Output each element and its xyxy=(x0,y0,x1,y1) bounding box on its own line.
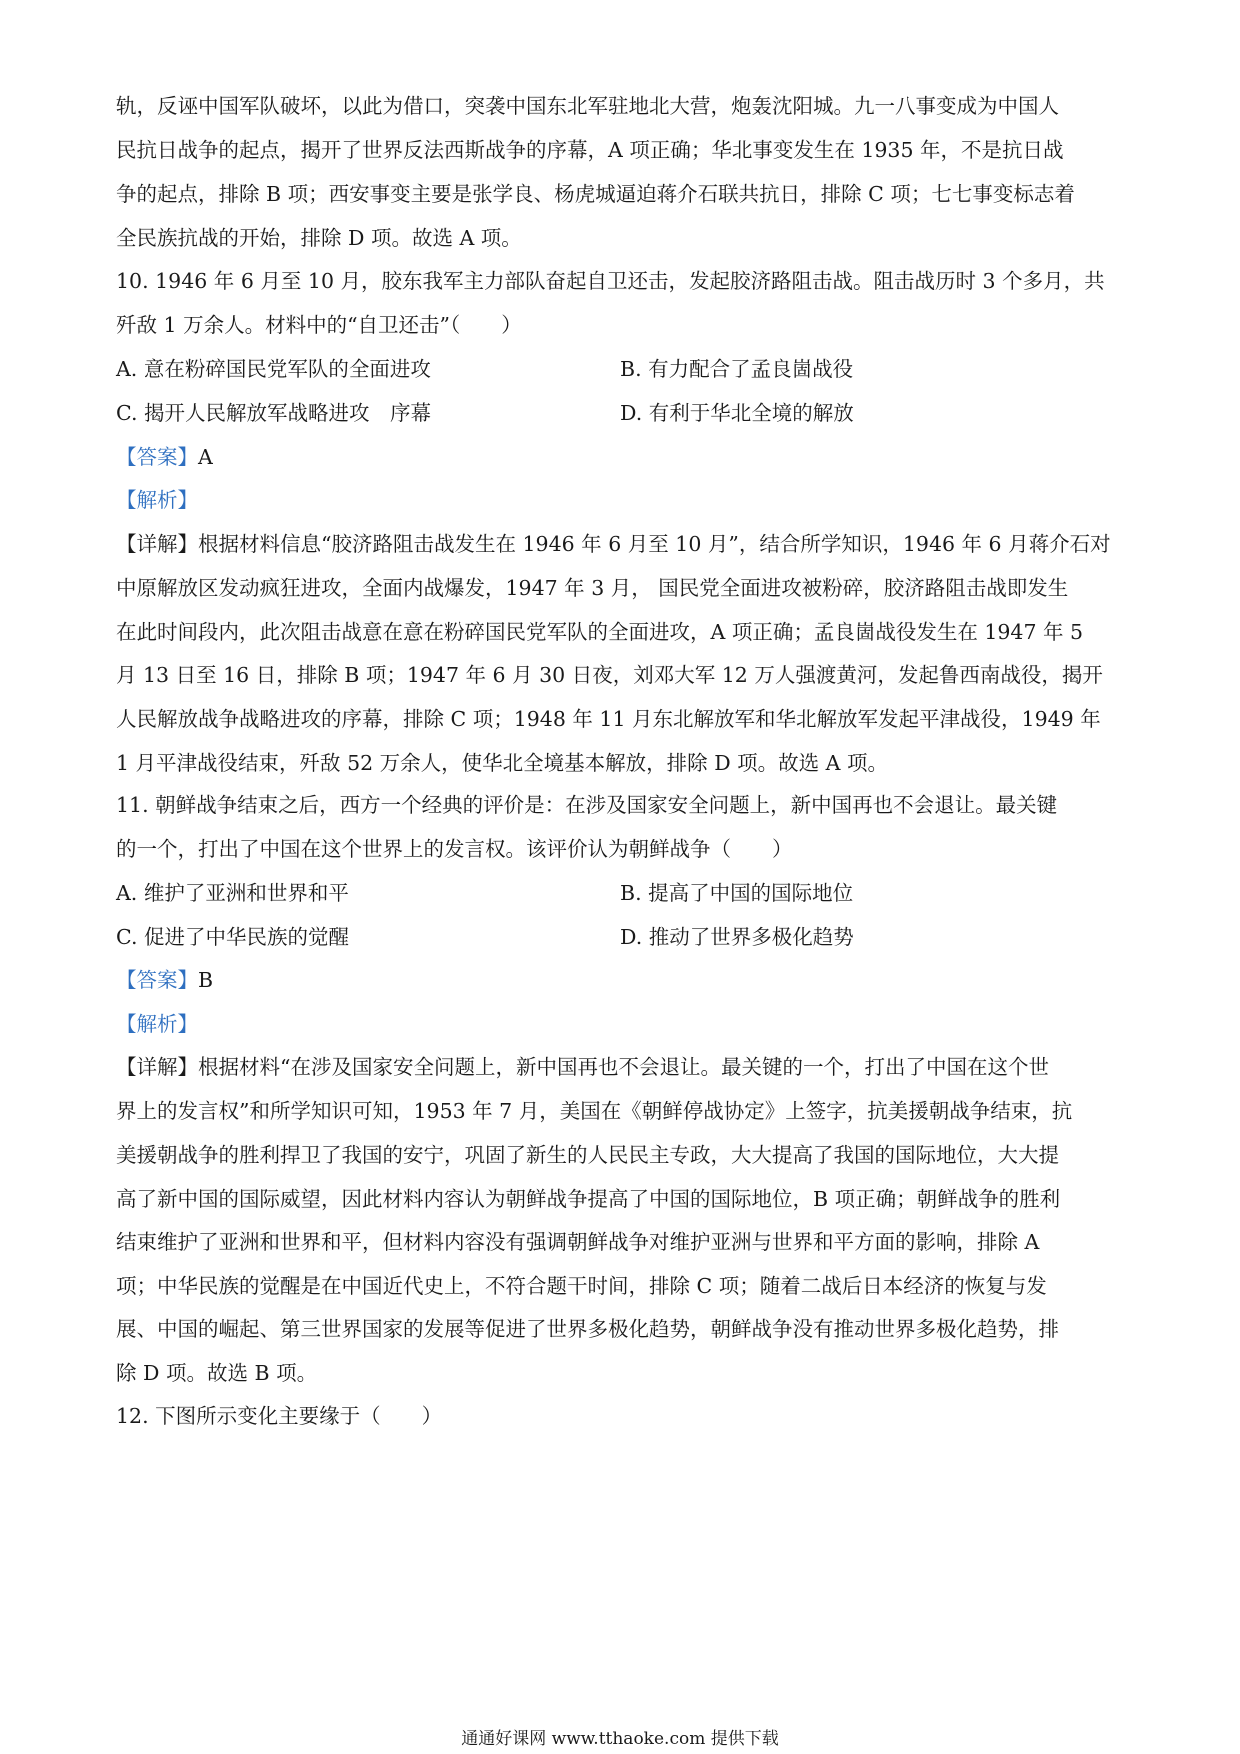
q9-analysis-line-2: 民抗日战争的起点，揭开了世界反法西斯战争的序幕，A 项正确；华北事变发生在 1935 年，不是抗日战 xyxy=(116,138,1064,162)
q10-option-c: C. 揭开人民解放军战略进攻 序幕 xyxy=(116,401,431,425)
q11-analysis-label xyxy=(116,1010,198,1038)
q9-analysis-line-4: 全民族抗战的开始，排除 D 项。故选 A 项。 xyxy=(116,226,522,250)
q11-answer-value: B xyxy=(198,968,214,992)
q11-option-c: C. 促进了中华民族的觉醒 xyxy=(116,925,349,949)
q10-analysis-tag: 【解析】 xyxy=(116,488,198,512)
q11-detail-label: 【详解】 xyxy=(116,1055,198,1079)
q11-option-b: B. 提高了中国的国际地位 xyxy=(620,881,854,905)
q11-detail-line-1 xyxy=(116,1053,1049,1081)
q10-detail-line-4: 月 13 日至 16 日，排除 B 项；1947 年 6 月 30 日夜，刘邓大军 12 万人强渡黄河，发起鲁西南战役，揭开 xyxy=(116,663,1103,687)
q12-stem: 12. 下图所示变化主要缘于（ ） xyxy=(116,1404,443,1428)
q10-detail-label: 【详解】 xyxy=(116,532,198,556)
q10-answer xyxy=(116,443,213,471)
q11-detail-line-7: 展、中国的崛起、第三世界国家的发展等促进了世界多极化趋势，朝鲜战争没有推动世界多极化趋势，排 xyxy=(116,1317,1059,1341)
q11-detail-line-4: 高了新中国的国际威望，因此材料内容认为朝鲜战争提高了中国的国际地位，B 项正确；朝鲜战争的胜利 xyxy=(116,1187,1061,1211)
q11-detail-line-2: 界上的发言权”和所学知识可知，1953 年 7 月，美国在《朝鲜停战协定》上签字，抗美援朝战争结束，抗 xyxy=(116,1099,1073,1123)
q10-stem-line-1: 10. 1946 年 6 月至 10 月，胶东我军主力部队奋起自卫还击，发起胶济路阻击战。阻击战历时 3 个多月，共 xyxy=(116,269,1105,293)
q10-stem-line-2: 歼敌 1 万余人。材料中的“自卫还击”（ ） xyxy=(116,313,522,337)
q11-answer-label: 【答案】 xyxy=(116,968,198,992)
q10-option-a: A. 意在粉碎国民党军队的全面进攻 xyxy=(116,357,431,381)
q11-stem-line-1: 11. 朝鲜战争结束之后，西方一个经典的评价是：在涉及国家安全问题上，新中国再也不会退让。最关键 xyxy=(116,793,1058,817)
q11-option-a: A. 维护了亚洲和世界和平 xyxy=(116,881,349,905)
q10-detail-line-5: 人民解放战争战略进攻的序幕，排除 C 项；1948 年 11 月东北解放军和华北解放军发起平津战役，1949 年 xyxy=(116,707,1101,731)
q11-detail-line-8: 除 D 项。故选 B 项。 xyxy=(116,1361,318,1385)
q9-analysis-line-1: 轨，反诬中国军队破坏，以此为借口，突袭中国东北军驻地北大营，炮轰沈阳城。九一八事变成为中国人 xyxy=(116,94,1059,118)
q11-analysis-tag: 【解析】 xyxy=(116,1012,198,1036)
footer-watermark-text: 通通好课网 www.tthaoke.com 提供下载 xyxy=(461,1729,779,1749)
q11-answer xyxy=(116,966,213,994)
q9-analysis-line-3: 争的起点，排除 B 项；西安事变主要是张学良、杨虎城逼迫蒋介石联共抗日，排除 C 项；七七事变标志着 xyxy=(116,182,1075,206)
q10-option-d: D. 有利于华北全境的解放 xyxy=(620,401,854,425)
q10-answer-label: 【答案】 xyxy=(116,445,198,469)
q10-detail-text-1: 根据材料信息“胶济路阻击战发生在 1946 年 6 月至 10 月”，结合所学知识，1946 年 6 月蒋介石对 xyxy=(198,532,1111,556)
q10-option-b: B. 有力配合了孟良崮战役 xyxy=(620,357,854,381)
q11-stem-line-2: 的一个，打出了中国在这个世界上的发言权。该评价认为朝鲜战争（ ） xyxy=(116,837,793,861)
q11-option-d: D. 推动了世界多极化趋势 xyxy=(620,925,854,949)
q10-detail-line-3: 在此时间段内，此次阻击战意在意在粉碎国民党军队的全面进攻，A 项正确；孟良崮战役发生在 1947 年 5 xyxy=(116,620,1084,644)
q10-analysis-label xyxy=(116,486,198,514)
q11-detail-text-1: 根据材料“在涉及国家安全问题上，新中国再也不会退让。最关键的一个，打出了中国在这个世 xyxy=(198,1055,1049,1079)
q11-detail-line-6: 项；中华民族的觉醒是在中国近代史上，不符合题干时间，排除 C 项；随着二战后日本经济的恢复与发 xyxy=(116,1274,1047,1298)
q11-detail-line-3: 美援朝战争的胜利捍卫了我国的安宁，巩固了新生的人民民主专政，大大提高了我国的国际地位，大大提 xyxy=(116,1143,1059,1167)
q10-detail-line-2: 中原解放区发动疯狂进攻，全面内战爆发，1947 年 3 月， 国民党全面进攻被粉碎，胶济路阻击战即发生 xyxy=(116,576,1069,600)
q10-detail-line-1 xyxy=(116,530,1111,558)
q11-detail-line-5: 结束维护了亚洲和世界和平，但材料内容没有强调朝鲜战争对维护亚洲与世界和平方面的影响，排除 A xyxy=(116,1230,1040,1254)
q10-detail-line-6: 1 月平津战役结束，歼敌 52 万余人，使华北全境基本解放，排除 D 项。故选 A 项。 xyxy=(116,751,888,775)
q10-answer-value: A xyxy=(198,445,213,469)
